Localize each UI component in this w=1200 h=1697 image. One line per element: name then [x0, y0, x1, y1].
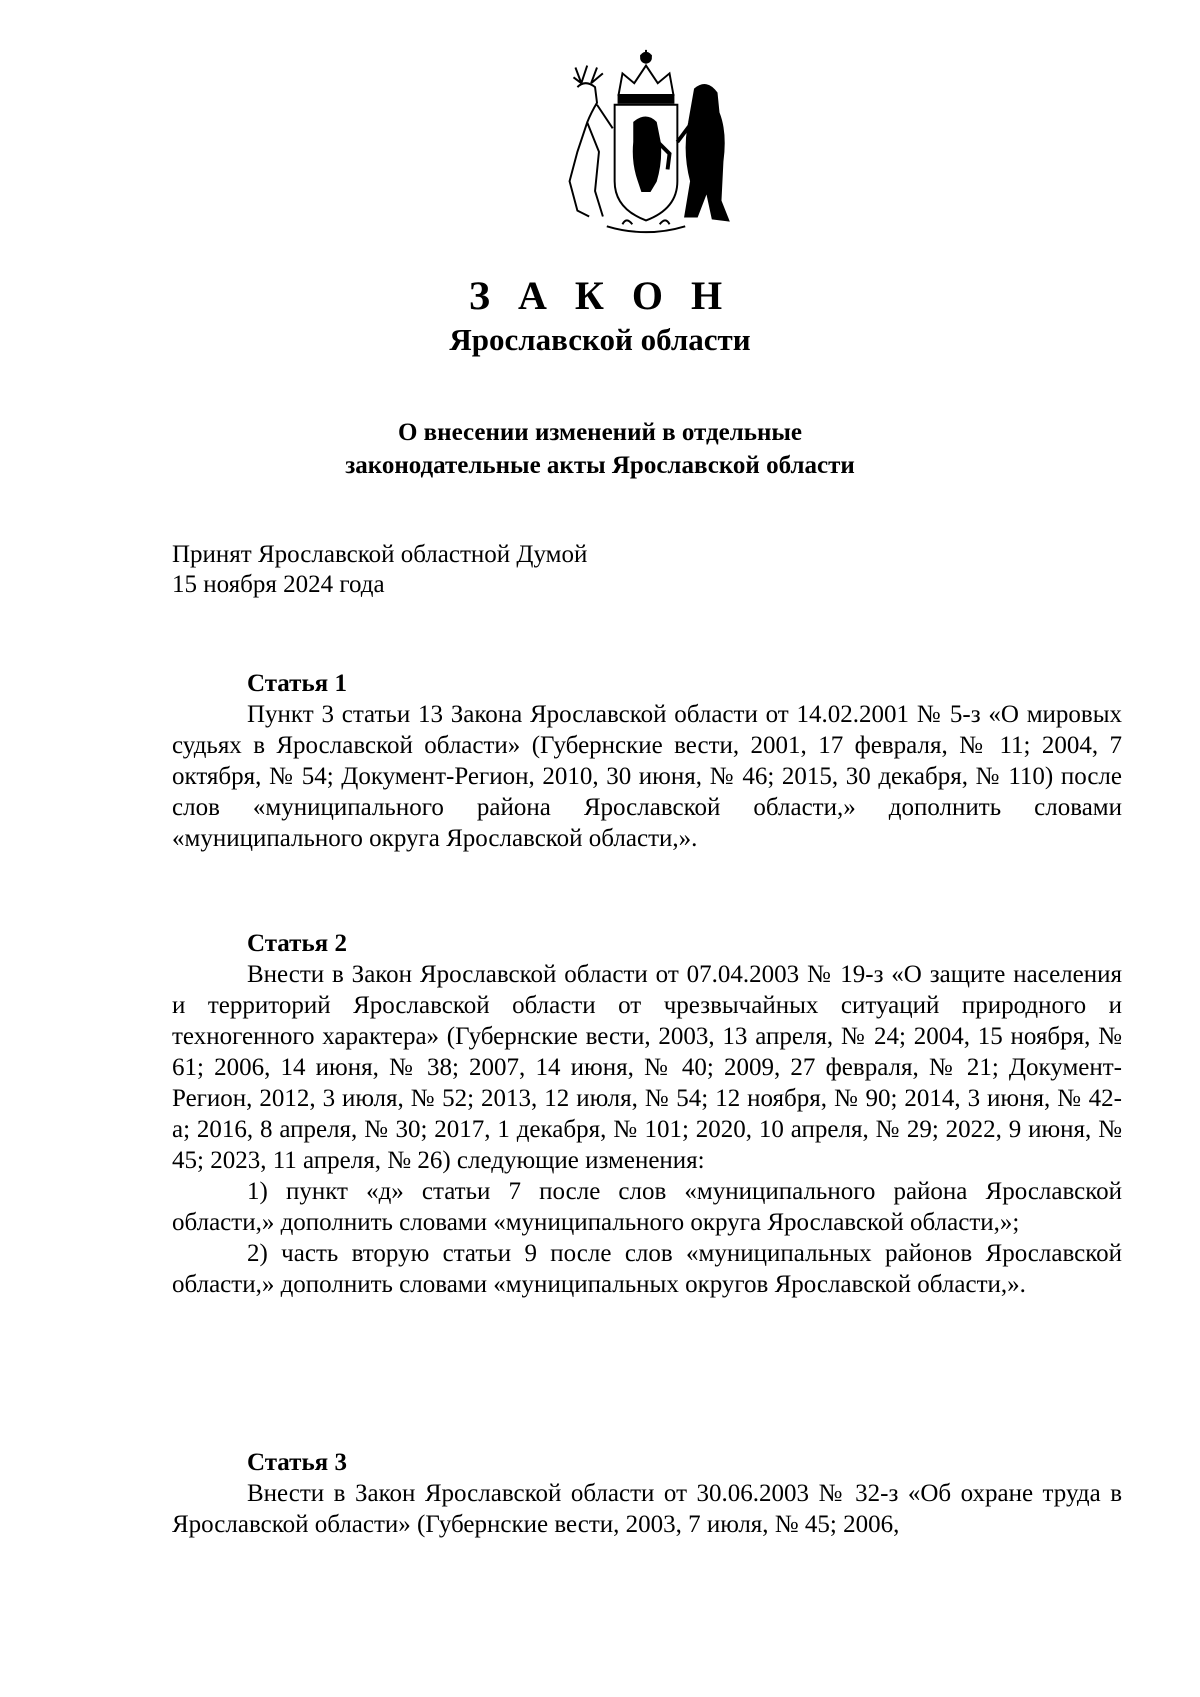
article-heading: Статья 3 [247, 1449, 347, 1476]
subject-line-1: О внесении изменений в отдельные [397, 419, 803, 446]
article-paragraph: Внести в Закон Ярославской области от 30.06.2003 № 32-з «Об охране труда в Ярославской области» (Губернские вести, 2003, 7 июля, № 45; 2006, [172, 1480, 1122, 1538]
article-3 [172, 1447, 1122, 1540]
coat-of-arms-icon [548, 44, 744, 240]
subject-line-2: законодательные акты Ярославской области [345, 452, 855, 479]
article-paragraph: Пункт 3 статьи 13 Закона Ярославской области от 14.02.2001 № 5-з «О мировых судьях в Ярославской области» (Губернские вести, 2001, 17 февраля, № 11; 2004, 7 октября, № 54; Документ-Регион, 2010, 30 июня, № 46; 2015, 30 декабря, № 110) после слов «муниципального района Ярославской области,» дополнить словами «муниципального округа Ярославской области,». [172, 701, 1122, 852]
article-2 [172, 928, 1122, 1300]
document-region: Ярославской области [449, 322, 751, 357]
article-item: 2) часть вторую статьи 9 после слов «муниципальных районов Ярославской области,» дополнить словами «муниципальных округов Ярославской области,». [172, 1240, 1122, 1298]
document-title: З А К О Н [468, 273, 732, 318]
article-heading: Статья 1 [247, 670, 347, 697]
article-paragraph: Внести в Закон Ярославской области от 07.04.2003 № 19-з «О защите населения и территорий Ярославской области от чрезвычайных ситуаций природного и техногенного характера» (Губернские вести, 2003, 13 апреля, № 24; 2004, 15 ноября, № 61; 2006, 14 июня, № 38; 2007, 14 июня, № 40; 2009, 27 февраля, № 21; Документ-Регион, 2012, 3 июля, № 52; 2013, 12 июля, № 54; 12 ноября, № 90; 2014, 3 июня, № 42-а; 2016, 8 апреля, № 30; 2017, 1 декабря, № 101; 2020, 10 апреля, № 29; 2022, 9 июня, № 45; 2023, 11 апреля, № 26) следующие изменения: [172, 961, 1122, 1174]
adoption-line-1: Принят Ярославской областной Думой [172, 541, 588, 568]
article-heading: Статья 2 [247, 930, 347, 957]
article-item: 1) пункт «д» статьи 7 после слов «муниципального района Ярославской области,» дополнить словами «муниципального округа Ярославской области,»; [172, 1178, 1122, 1236]
adoption-date: 15 ноября 2024 года [172, 571, 385, 598]
article-1 [172, 668, 1122, 854]
